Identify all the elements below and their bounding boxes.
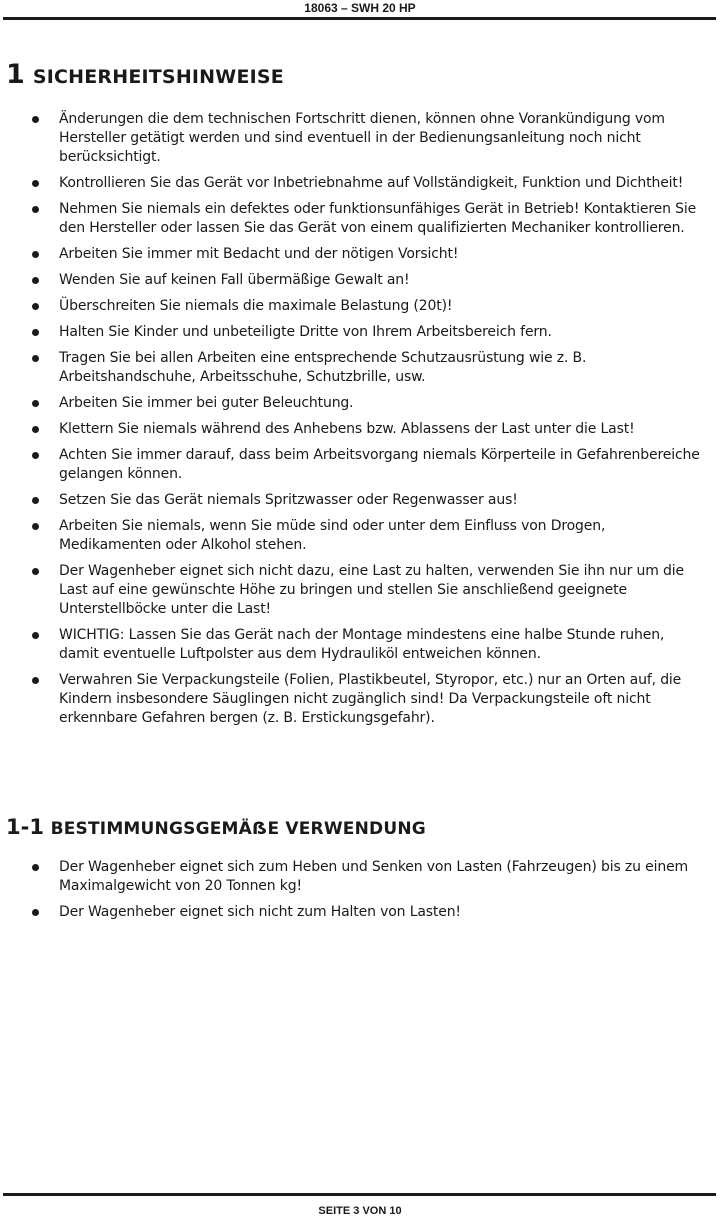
list-item	[0, 323, 720, 342]
list-item	[0, 446, 720, 484]
bullet-icon	[32, 426, 39, 433]
bullet-icon	[32, 329, 39, 336]
list-item	[0, 349, 720, 387]
section-title: BESTIMMUNGSGEMÄẞE VERWENDUNG	[50, 819, 426, 839]
list-item-text: Arbeiten Sie immer mit Bedacht und der nötigen Vorsicht!	[59, 246, 459, 262]
list-item-text: Halten Sie Kinder und unbeteiligte Dritte von Ihrem Arbeitsbereich fern.	[59, 324, 552, 340]
list-item-text: Setzen Sie das Gerät niemals Spritzwasser oder Regenwasser aus!	[59, 492, 518, 508]
list-item-text: Kontrollieren Sie das Gerät vor Inbetriebnahme auf Vollständigkeit, Funktion und Dichtheit!	[59, 175, 684, 191]
list-item	[0, 297, 720, 316]
document-header-title: 18063 – SWH 20 HP	[304, 1, 416, 15]
footer-divider	[3, 1193, 716, 1196]
list-item	[0, 562, 720, 619]
page-number: SEITE 3 VON 10	[318, 1205, 402, 1217]
list-item	[0, 271, 720, 290]
list-item-text: Wenden Sie auf keinen Fall übermäßige Gewalt an!	[59, 272, 410, 288]
list-item-text: Der Wagenheber eignet sich nicht dazu, eine Last zu halten, verwenden Sie ihn nur um die Last auf eine gewünschte Höhe zu bringen und stellen Sie anschließend geeignete Unterstellböcke unter die Last!	[59, 563, 684, 617]
list-item-text: Klettern Sie niemals während des Anhebens bzw. Ablassens der Last unter die Last!	[59, 421, 635, 437]
list-item-text: Nehmen Sie niemals ein defektes oder funktionsunfähiges Gerät in Betrieb! Kontaktieren Sie den Hersteller oder lassen Sie das Gerät von einem qualifizierten Mechaniker kontrollieren.	[59, 201, 697, 236]
section-heading-safety	[6, 58, 284, 94]
intended-use-list	[0, 858, 720, 929]
list-item-text: Tragen Sie bei allen Arbeiten eine entsprechende Schutzausrüstung wie z. B. Arbeitshandschuhe, Arbeitsschuhe, Schutzbrille, usw.	[59, 350, 587, 385]
list-item	[0, 626, 720, 664]
bullet-icon	[32, 452, 39, 459]
list-item	[0, 110, 720, 167]
list-item-text: Verwahren Sie Verpackungsteile (Folien, Plastikbeutel, Styropor, etc.) nur an Orten auf, die Kindern insbesondere Säuglingen nicht zugänglich sind! Da Verpackungsteile oft nicht erkennbare Gefahren bergen (z. B. Erstickungsgefahr).	[59, 672, 682, 726]
section-number: 1-1	[6, 815, 44, 839]
bullet-icon	[32, 677, 39, 684]
bullet-icon	[32, 277, 39, 284]
list-item-text: Der Wagenheber eignet sich zum Heben und Senken von Lasten (Fahrzeugen) bis zu einem Maximalgewicht von 20 Tonnen kg!	[59, 859, 689, 894]
list-item	[0, 517, 720, 555]
bullet-icon	[32, 523, 39, 530]
bullet-icon	[32, 116, 39, 123]
bullet-icon	[32, 355, 39, 362]
list-item	[0, 491, 720, 510]
bullet-icon	[32, 497, 39, 504]
section-number: 1	[6, 59, 25, 90]
list-item-text: Arbeiten Sie niemals, wenn Sie müde sind oder unter dem Einfluss von Drogen, Medikamenten oder Alkohol stehen.	[59, 518, 606, 553]
list-item-text: Änderungen die dem technischen Fortschritt dienen, können ohne Vorankündigung vom Hersteller getätigt werden und sind eventuell in der Bedienungsanleitung noch nicht berücksichtigt.	[59, 111, 665, 165]
bullet-icon	[32, 180, 39, 187]
bullet-icon	[32, 568, 39, 575]
bullet-icon	[32, 632, 39, 639]
list-item	[0, 200, 720, 238]
list-item-text: Der Wagenheber eignet sich nicht zum Halten von Lasten!	[59, 904, 461, 920]
list-item	[0, 245, 720, 264]
list-item	[0, 394, 720, 413]
section-title: SICHERHEITSHINWEISE	[32, 66, 284, 88]
section-heading-intended-use	[6, 813, 426, 843]
header-divider	[3, 17, 716, 20]
safety-instructions-list	[0, 110, 720, 735]
list-item-text: Arbeiten Sie immer bei guter Beleuchtung.	[59, 395, 354, 411]
list-item	[0, 858, 720, 896]
list-item	[0, 174, 720, 193]
list-item-text: Überschreiten Sie niemals die maximale Belastung (20t)!	[59, 298, 453, 314]
list-item	[0, 420, 720, 439]
list-item	[0, 671, 720, 728]
bullet-icon	[32, 206, 39, 213]
bullet-icon	[32, 251, 39, 258]
list-item-text: Achten Sie immer darauf, dass beim Arbeitsvorgang niemals Körperteile in Gefahrenbereiche gelangen können.	[59, 447, 700, 482]
list-item	[0, 903, 720, 922]
bullet-icon	[32, 400, 39, 407]
list-item-text: WICHTIG: Lassen Sie das Gerät nach der Montage mindestens eine halbe Stunde ruhen, damit eventuelle Luftpolster aus dem Hydrauliköl entweichen können.	[59, 627, 665, 662]
bullet-icon	[32, 864, 39, 871]
bullet-icon	[32, 303, 39, 310]
bullet-icon	[32, 909, 39, 916]
